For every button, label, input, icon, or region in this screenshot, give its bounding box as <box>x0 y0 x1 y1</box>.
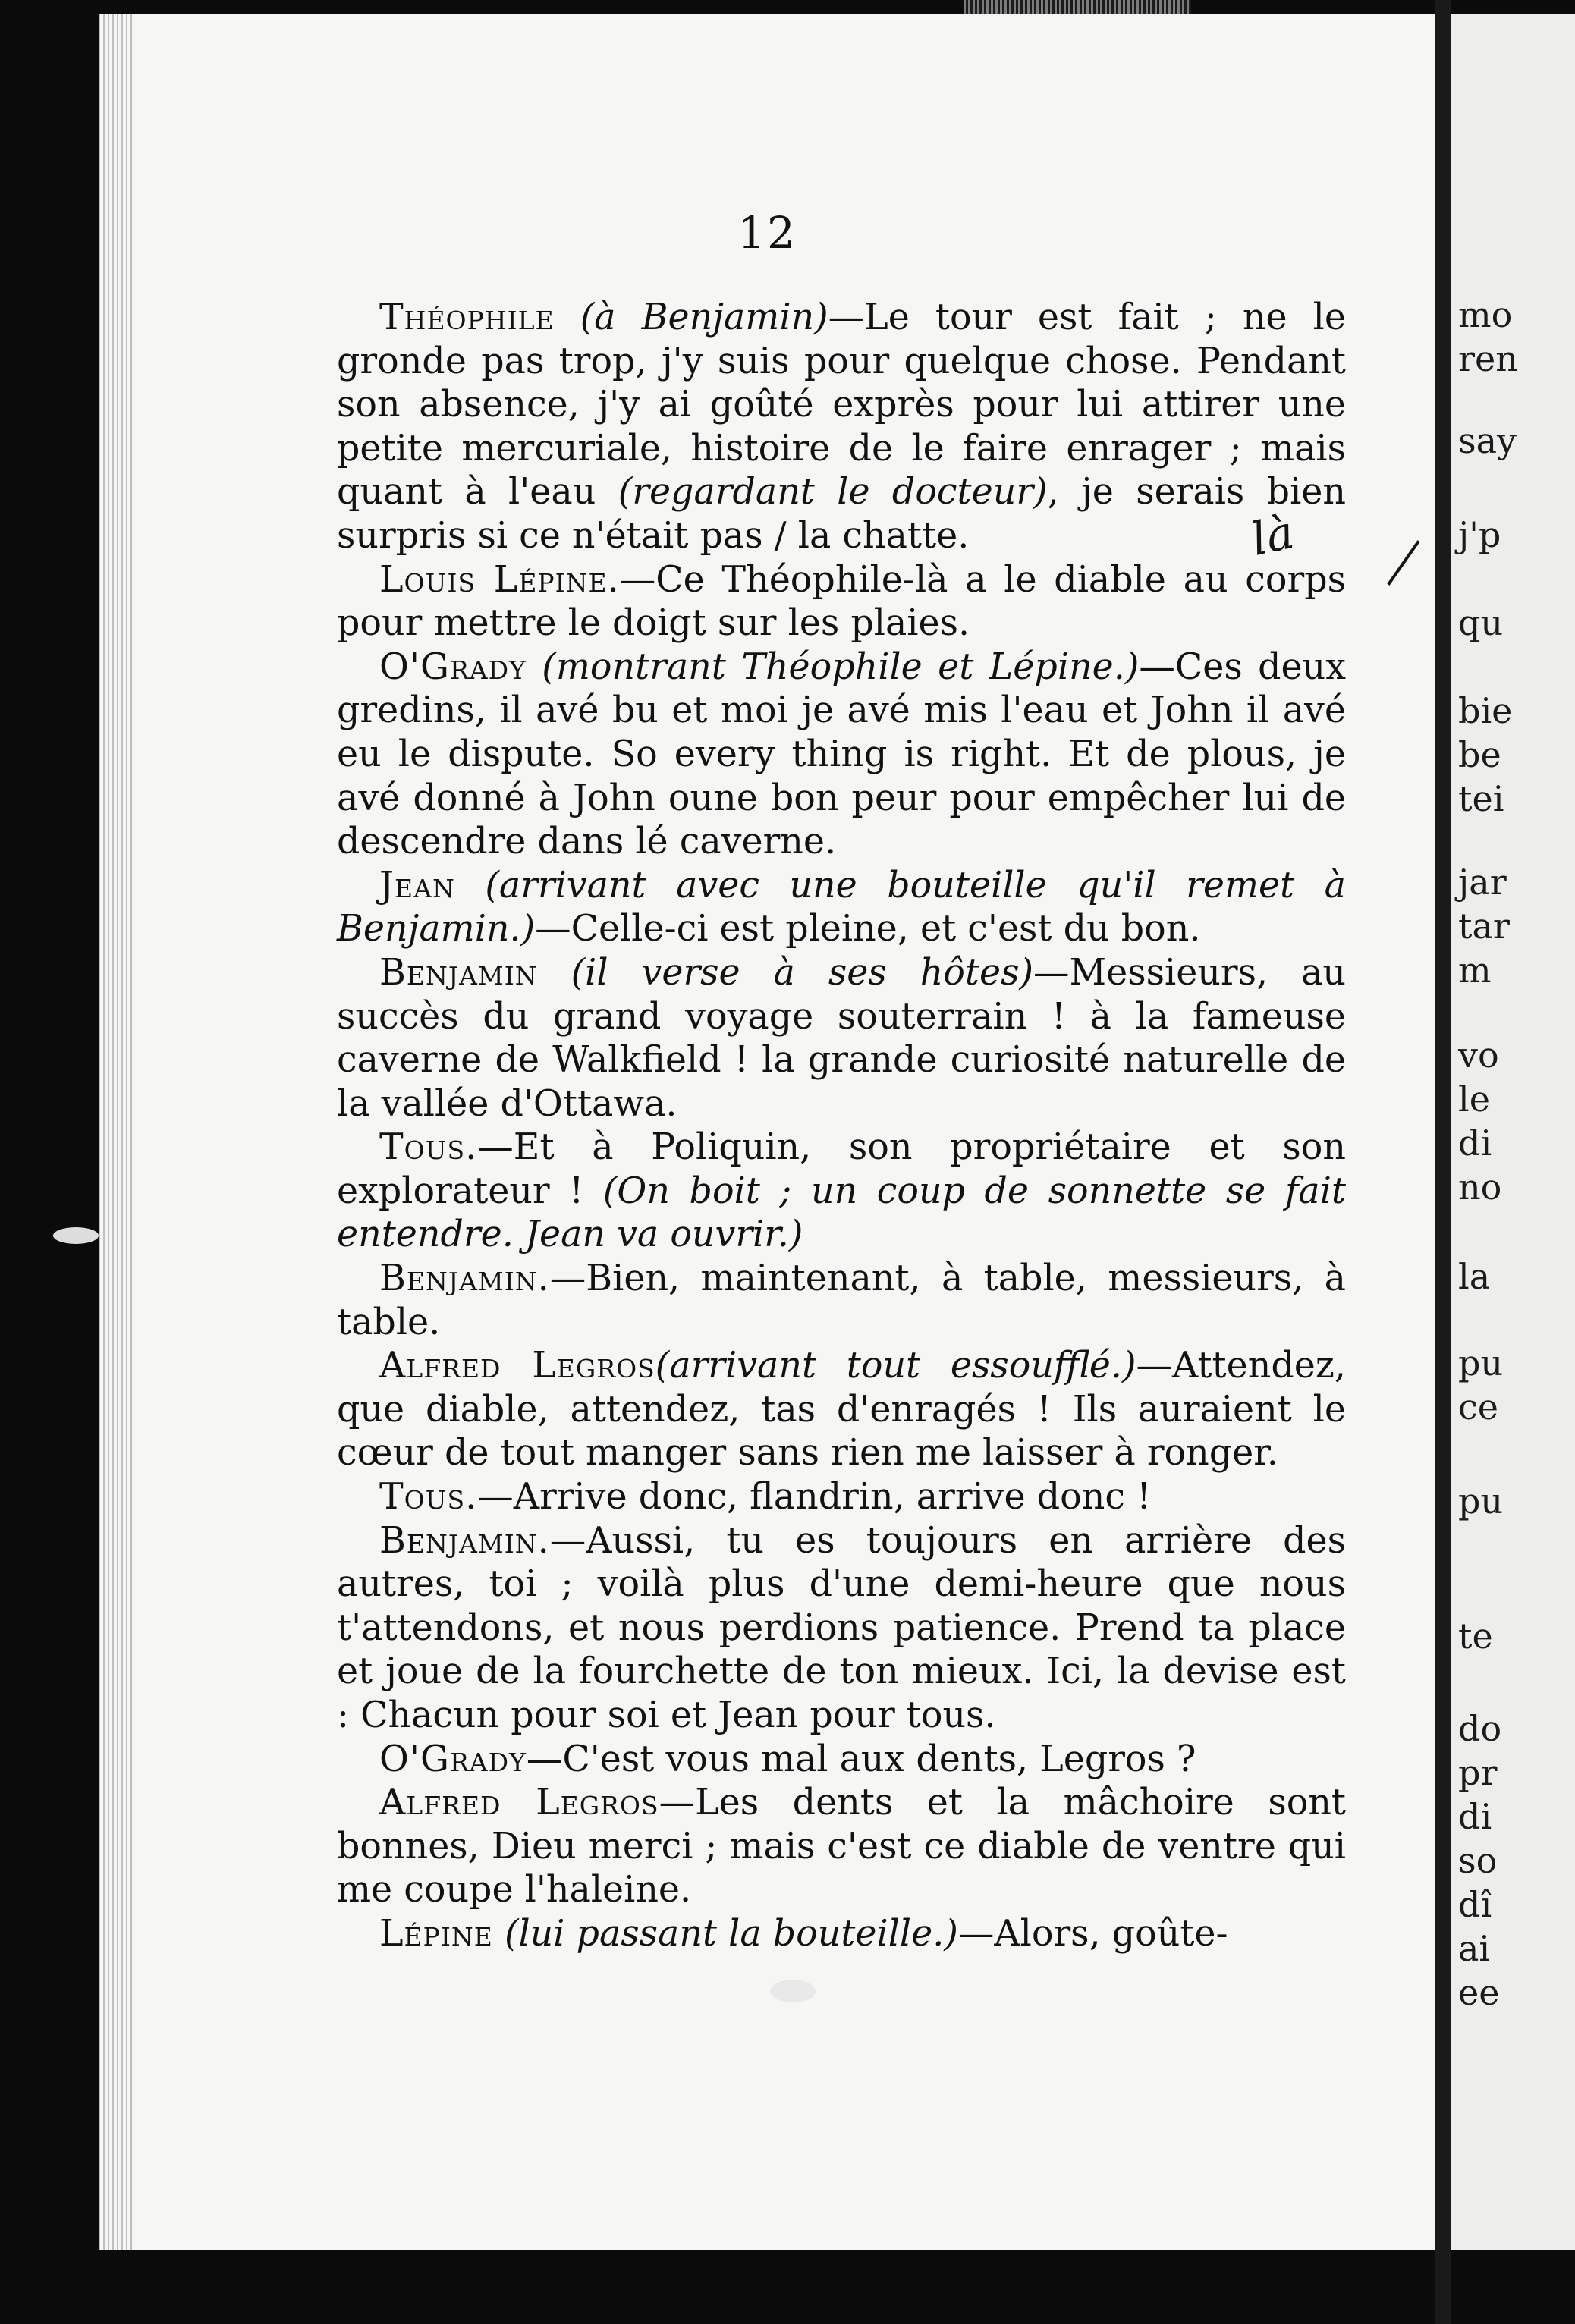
stage-direction: (arrivant avec une bouteille qu'il remet à Benjamin.) <box>337 864 1346 950</box>
dialogue: —Bien, maintenant, à table, messieurs, à table. <box>337 1258 1346 1343</box>
paragraph <box>337 1344 1346 1475</box>
stage-direction: (regardant le docteur) <box>618 471 1048 513</box>
dialogue: —Attendez, que diable, attendez, tas d'enragés ! Ils auraient le cœur de tout manger sans rien me laisser à ronger. <box>337 1345 1346 1474</box>
speaker: Tous. <box>379 1476 478 1518</box>
dialogue: —Messieurs, au succès du grand voyage souterrain ! à la fameuse caverne de Walkfield ! la grande curiosité naturelle de la vallée d'Ottawa. <box>337 951 1346 1125</box>
next-page-fragment: la <box>1458 1256 1491 1297</box>
paragraph <box>337 951 1346 1126</box>
dialogue: —Et à Poliquin, son propriétaire et son explorateur ! <box>337 1126 1346 1212</box>
handwritten-annotation: là <box>1246 506 1299 567</box>
speaker: Benjamin. <box>379 1258 550 1300</box>
speaker: Alfred Legros <box>379 1782 659 1824</box>
paragraph <box>337 558 1346 645</box>
next-page-fragment: tei <box>1458 778 1504 819</box>
next-page-fragment: ai <box>1458 1928 1491 1969</box>
dialogue: , je serais bien surpris si ce n'était pas / la chatte. <box>337 471 1346 557</box>
page-binding <box>99 14 132 2250</box>
speaker: Louis Lépine. <box>379 558 620 601</box>
next-page-fragment: ee <box>1458 1972 1500 2013</box>
stage-direction: (montrant Théophile et Lépine.) <box>542 645 1140 688</box>
next-page-fragment: do <box>1458 1708 1502 1749</box>
paragraph <box>337 1912 1346 1956</box>
dialogue: —Les dents et la mâchoire sont bonnes, Dieu merci ; mais c'est ce diable de ventre qui me coupe l'haleine. <box>337 1782 1347 1911</box>
next-page-fragment: j'p <box>1458 514 1501 555</box>
speaker: Jean <box>379 864 455 906</box>
next-page-fragment: jar <box>1458 862 1507 903</box>
dialogue: —Alors, goûte- <box>957 1912 1228 1955</box>
next-page-fragment: qu <box>1458 602 1504 643</box>
paragraph <box>337 1519 1346 1738</box>
stage-direction: (On boit ; un coup de sonnette se fait entendre. Jean va ouvrir.) <box>337 1170 1347 1256</box>
paragraph <box>337 1738 1346 1782</box>
next-page-fragment: so <box>1458 1840 1498 1881</box>
speaker: Benjamin. <box>379 1519 550 1562</box>
paper-speck <box>53 1227 99 1244</box>
dialogue: —Ces deux gredins, il avé bu et moi je avé mis l'eau et John il avé eu le dispute. So every thing is right. Et de plous, je avé donné à John oune bon peur pour empêcher lui de descendre dans lé caverne. <box>337 645 1346 863</box>
speaker: Tous. <box>379 1126 478 1169</box>
speaker: O'Grady <box>379 645 527 688</box>
text-block <box>337 296 1346 1956</box>
next-page-edge <box>1451 14 1575 2250</box>
paper-speck <box>770 1980 816 2002</box>
paragraph <box>337 1126 1346 1257</box>
page-number: 12 <box>737 207 797 259</box>
next-page-fragment: pr <box>1458 1752 1498 1793</box>
stage-direction: (il verse à ses hôtes) <box>571 951 1034 994</box>
speaker: O'Grady <box>379 1738 527 1780</box>
next-page-fragment: no <box>1458 1167 1502 1208</box>
paragraph <box>337 1257 1346 1344</box>
next-page-fragment: te <box>1458 1616 1493 1657</box>
next-page-fragment: say <box>1458 420 1517 461</box>
stage-direction: (lui passant la bouteille.) <box>504 1912 958 1955</box>
dialogue: —Ce Théophile-là a le diable au corps pour mettre le doigt sur les plaies. <box>337 558 1346 645</box>
paragraph <box>337 1781 1346 1912</box>
next-page-fragment: di <box>1458 1796 1492 1837</box>
paragraph <box>337 645 1346 864</box>
dialogue: —Aussi, tu es toujours en arrière des autres, toi ; voilà plus d'une demi-heure que nous t'attendons, et nous perdions patience. Prend ta place et joue de la fourchette de ton mieux. Ici, la devise est : Chacun pour soi et Jean pour tous. <box>337 1519 1346 1736</box>
next-page-fragment: dî <box>1458 1884 1492 1925</box>
next-page-fragment: tar <box>1458 906 1510 947</box>
dialogue: —Arrive donc, flandrin, arrive donc ! <box>477 1476 1152 1518</box>
next-page-fragment: le <box>1458 1079 1490 1120</box>
next-page-fragment: ce <box>1458 1387 1498 1427</box>
next-page-fragment: m <box>1458 950 1492 991</box>
scan-edge-top <box>964 0 1191 14</box>
next-page-fragment: bie <box>1458 690 1513 731</box>
speaker: Lépine <box>379 1912 493 1955</box>
next-page-fragment: di <box>1458 1123 1492 1164</box>
speaker: Benjamin <box>379 951 538 994</box>
stage-direction: (arrivant tout essoufflé.) <box>655 1345 1136 1387</box>
next-page-fragment: vo <box>1458 1035 1499 1076</box>
dialogue: —Le tour est fait ; ne le gronde pas trop, j'y suis pour quelque chose. Pendant son absence, j'y ai goûté exprès pour lui attirer une petite mercuriale, histoire de le faire enrager ; mais quant à l'eau <box>337 297 1346 513</box>
paragraph <box>337 864 1346 951</box>
paragraph <box>337 296 1346 558</box>
paragraph <box>337 1475 1346 1519</box>
next-page-fragment: pu <box>1458 1343 1504 1383</box>
dialogue: —C'est vous mal aux dents, Legros ? <box>526 1738 1196 1780</box>
page-gutter <box>1435 0 1451 2324</box>
speaker: Théophile <box>379 297 555 338</box>
next-page-fragment: pu <box>1458 1481 1504 1522</box>
dialogue: —Celle-ci est pleine, et c'est du bon. <box>535 908 1201 950</box>
next-page-fragment: mo <box>1458 294 1513 335</box>
book-page <box>99 14 1435 2250</box>
speaker: Alfred Legros <box>379 1345 655 1387</box>
stage-direction: (à Benjamin) <box>580 297 828 338</box>
next-page-fragment: be <box>1458 734 1501 775</box>
next-page-fragment: ren <box>1458 338 1518 379</box>
